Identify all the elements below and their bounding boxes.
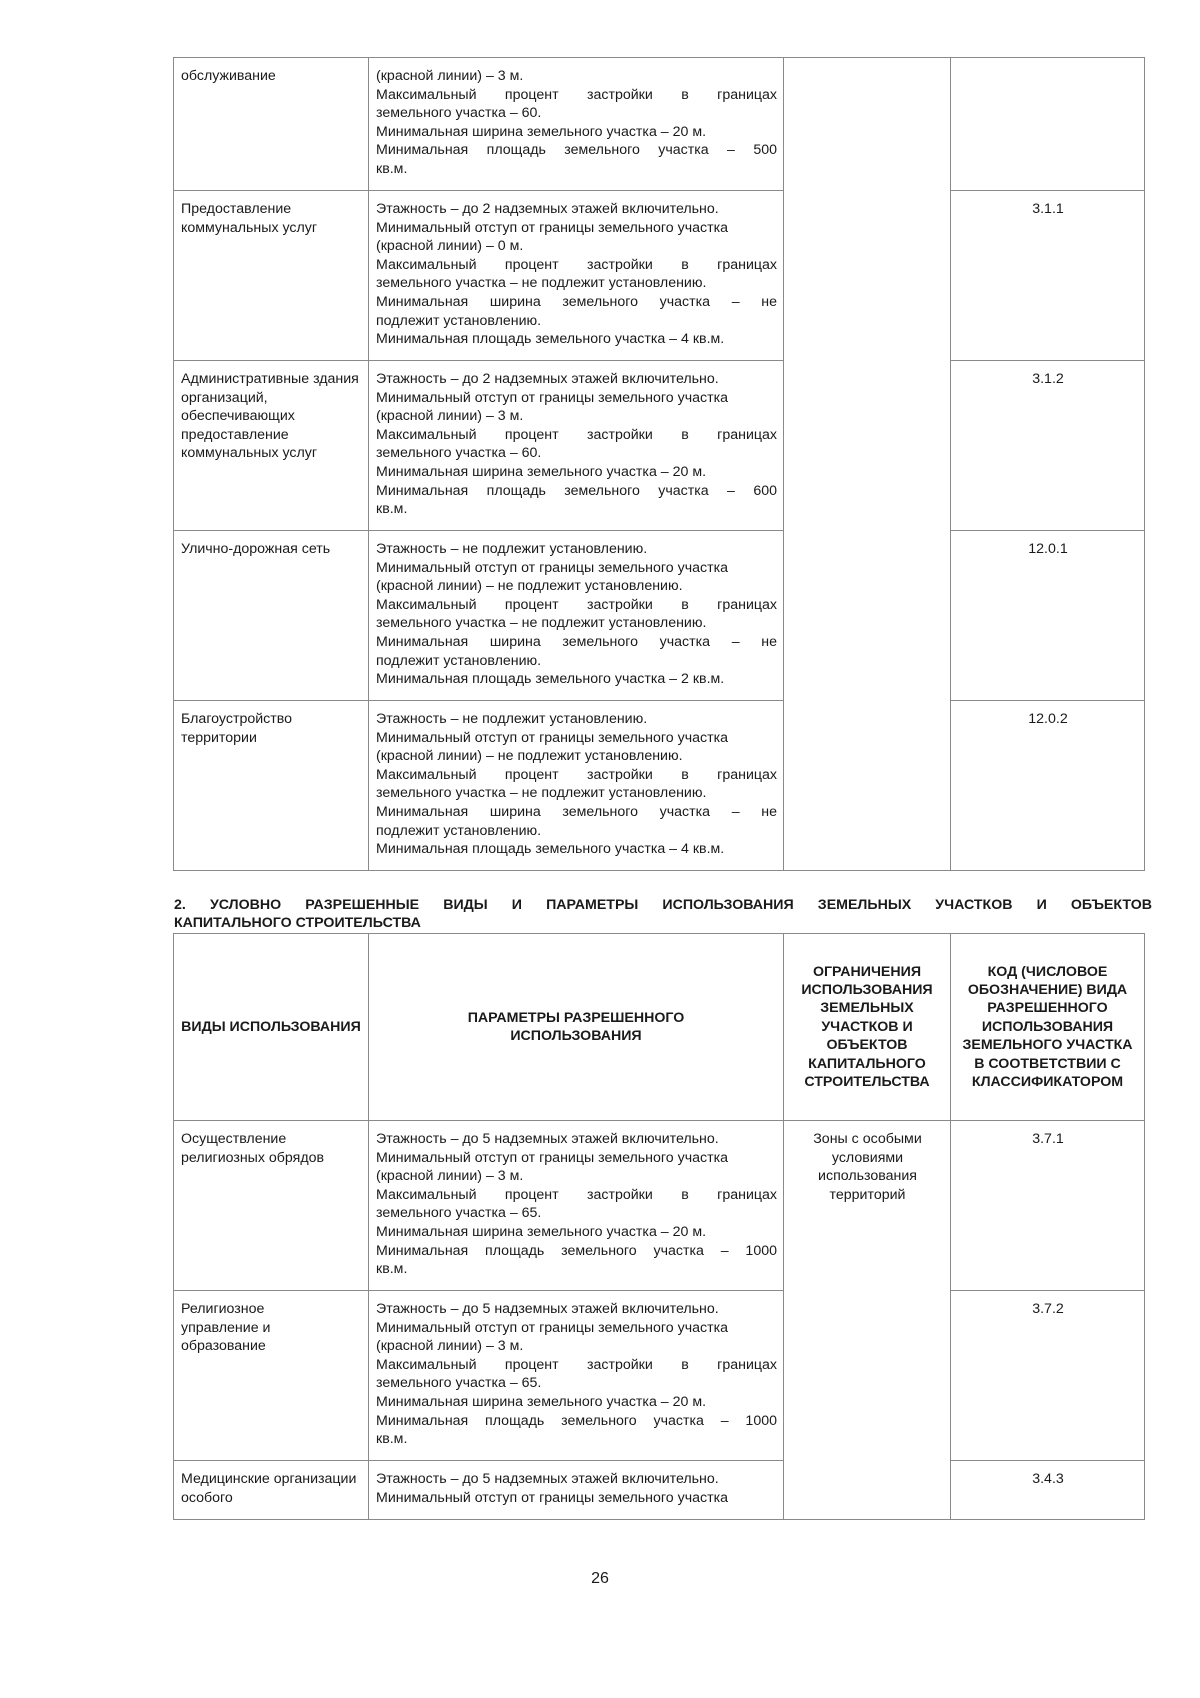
param-line: (красной линии) – 3 м. xyxy=(376,408,524,425)
use-type-cell: Административные здания организаций, обеспечивающих предоставление коммунальных услуг xyxy=(174,361,369,531)
param-line: кв.м. xyxy=(376,1261,408,1278)
param-line: Минимальная ширина земельного участка – не xyxy=(376,293,777,310)
param-line: земельного участка – 65. xyxy=(376,1375,542,1392)
param-line: Минимальная площадь земельного участка – 1000 xyxy=(376,1412,777,1429)
param-line: (красной линии) – 0 м. xyxy=(376,238,524,255)
param-line: земельного участка – не подлежит установлению. xyxy=(376,615,707,632)
param-line: Минимальная ширина земельного участка – 20 м. xyxy=(376,1393,707,1410)
table-row xyxy=(174,58,1145,191)
code-cell: 12.0.2 xyxy=(951,701,1145,871)
param-line: Минимальная площадь земельного участка – 4 кв.м. xyxy=(376,841,725,858)
params-cell xyxy=(369,361,784,531)
conditional-use-table xyxy=(173,933,1145,1520)
table-row xyxy=(174,701,1145,871)
use-type-cell: Осуществление религиозных обрядов xyxy=(174,1121,369,1291)
table-row xyxy=(174,531,1145,701)
section-heading xyxy=(174,896,1152,932)
section-heading-line: КАПИТАЛЬНОГО СТРОИТЕЛЬСТВА xyxy=(174,915,421,931)
param-line: подлежит установлению. xyxy=(376,822,542,839)
param-line: Минимальный отступ от границы земельного участка xyxy=(376,1319,728,1336)
param-line: Минимальный отступ от границы земельного участка xyxy=(376,1149,728,1166)
params-cell xyxy=(369,58,784,191)
params-cell xyxy=(369,1291,784,1461)
param-line: подлежит установлению. xyxy=(376,312,542,329)
param-line: земельного участка – не подлежит установлению. xyxy=(376,785,707,802)
param-line: Этажность – до 5 надземных этажей включительно. xyxy=(376,1131,719,1147)
param-line: земельного участка – не подлежит установлению. xyxy=(376,275,707,292)
param-line: Минимальная площадь земельного участка – 600 xyxy=(376,482,777,499)
code-cell xyxy=(951,58,1145,191)
param-line: Максимальный процент застройки в границах xyxy=(376,766,777,783)
param-line: Минимальный отступ от границы земельного участка xyxy=(376,729,728,746)
table-row xyxy=(174,361,1145,531)
code-cell: 3.1.2 xyxy=(951,361,1145,531)
table-header-row xyxy=(174,934,1145,1121)
use-type-cell: Улично-дорожная сеть xyxy=(174,531,369,701)
param-line: Этажность – до 5 надземных этажей включительно. xyxy=(376,1301,719,1317)
param-line: (красной линии) – 3 м. xyxy=(376,1338,524,1355)
use-type-cell: Предоставление коммунальных услуг xyxy=(174,191,369,361)
param-line: кв.м. xyxy=(376,1431,408,1448)
param-line: (красной линии) – не подлежит установлению. xyxy=(376,748,683,765)
param-line: кв.м. xyxy=(376,160,408,177)
params-cell xyxy=(369,531,784,701)
param-line: Минимальный отступ от границы земельного участка xyxy=(376,559,728,576)
param-line: (красной линии) – 3 м. xyxy=(376,1168,524,1185)
header-params: ПАРАМЕТРЫ РАЗРЕШЕННОГО ИСПОЛЬЗОВАНИЯ xyxy=(369,934,784,1121)
params-cell xyxy=(369,191,784,361)
param-line: земельного участка – 60. xyxy=(376,445,542,462)
header-code: КОД (ЧИСЛОВОЕ ОБОЗНАЧЕНИЕ) ВИДА РАЗРЕШЕННОГО ИСПОЛЬЗОВАНИЯ ЗЕМЕЛЬНОГО УЧАСТКА В СООТВЕТСТВИИ С КЛАССИФИКАТОРОМ xyxy=(951,934,1145,1121)
param-line: Минимальная площадь земельного участка – 4 кв.м. xyxy=(376,331,725,348)
params-cell xyxy=(369,1461,784,1520)
param-line: Минимальный отступ от границы земельного участка xyxy=(376,219,728,236)
param-line: Минимальная ширина земельного участка – 20 м. xyxy=(376,123,707,140)
param-line: (красной линии) – 3 м. xyxy=(376,68,524,84)
header-types: ВИДЫ ИСПОЛЬЗОВАНИЯ xyxy=(174,934,369,1121)
code-cell: 3.7.1 xyxy=(951,1121,1145,1291)
param-line: подлежит установлению. xyxy=(376,652,542,669)
param-line: Этажность – до 2 надземных этажей включительно. xyxy=(376,371,719,387)
restrictions-cell xyxy=(784,1121,951,1520)
param-line: Минимальный отступ от границы земельного участка xyxy=(376,1489,728,1506)
param-line: Минимальная ширина земельного участка – 20 м. xyxy=(376,463,707,480)
section-heading-line: 2. УСЛОВНО РАЗРЕШЕННЫЕ ВИДЫ И ПАРАМЕТРЫ ИСПОЛЬЗОВАНИЯ ЗЕМЕЛЬНЫХ УЧАСТКОВ И ОБЪЕКТОВ xyxy=(174,897,1152,913)
use-type-cell: Благоустройство территории xyxy=(174,701,369,871)
param-line: Минимальная ширина земельного участка – не xyxy=(376,633,777,650)
params-cell xyxy=(369,701,784,871)
use-type-cell: Религиозное управление и образование xyxy=(174,1291,369,1461)
table-row xyxy=(174,1461,1145,1520)
zoning-table-continued xyxy=(173,57,1145,871)
param-line: Этажность – не подлежит установлению. xyxy=(376,711,648,727)
param-line: земельного участка – 65. xyxy=(376,1205,542,1222)
param-line: Максимальный процент застройки в границах xyxy=(376,1356,777,1373)
param-line: Минимальная площадь земельного участка – 1000 xyxy=(376,1242,777,1259)
use-type-cell: обслуживание xyxy=(174,58,369,191)
restrictions-text: Зоны с особыми условиями использования территорий xyxy=(813,1131,922,1203)
param-line: Минимальная ширина земельного участка – не xyxy=(376,803,777,820)
restrictions-cell xyxy=(784,58,951,871)
param-line: Максимальный процент застройки в границах xyxy=(376,256,777,273)
use-type-cell: Медицинские организации особого xyxy=(174,1461,369,1520)
param-line: Минимальная площадь земельного участка – 500 xyxy=(376,142,777,159)
param-line: Этажность – не подлежит установлению. xyxy=(376,541,648,557)
code-cell: 12.0.1 xyxy=(951,531,1145,701)
param-line: Максимальный процент застройки в границах xyxy=(376,86,777,103)
table-row xyxy=(174,1121,1145,1291)
params-cell xyxy=(369,1121,784,1291)
param-line: Этажность – до 5 надземных этажей включительно. xyxy=(376,1471,719,1487)
code-cell: 3.4.3 xyxy=(951,1461,1145,1520)
param-line: Этажность – до 2 надземных этажей включительно. xyxy=(376,201,719,217)
code-cell: 3.1.1 xyxy=(951,191,1145,361)
header-restrictions: ОГРАНИЧЕНИЯ ИСПОЛЬЗОВАНИЯ ЗЕМЕЛЬНЫХ УЧАСТКОВ И ОБЪЕКТОВ КАПИТАЛЬНОГО СТРОИТЕЛЬСТВА xyxy=(784,934,951,1121)
param-line: Максимальный процент застройки в границах xyxy=(376,1186,777,1203)
param-line: Минимальная ширина земельного участка – 20 м. xyxy=(376,1223,707,1240)
param-line: (красной линии) – не подлежит установлению. xyxy=(376,578,683,595)
table-row xyxy=(174,191,1145,361)
table-row xyxy=(174,1291,1145,1461)
param-line: Минимальная площадь земельного участка – 2 кв.м. xyxy=(376,671,725,688)
code-cell: 3.7.2 xyxy=(951,1291,1145,1461)
param-line: Максимальный процент застройки в границах xyxy=(376,596,777,613)
page-number: 26 xyxy=(591,1570,609,1587)
param-line: Максимальный процент застройки в границах xyxy=(376,426,777,443)
param-line: земельного участка – 60. xyxy=(376,105,542,122)
param-line: кв.м. xyxy=(376,501,408,518)
param-line: Минимальный отступ от границы земельного участка xyxy=(376,389,728,406)
